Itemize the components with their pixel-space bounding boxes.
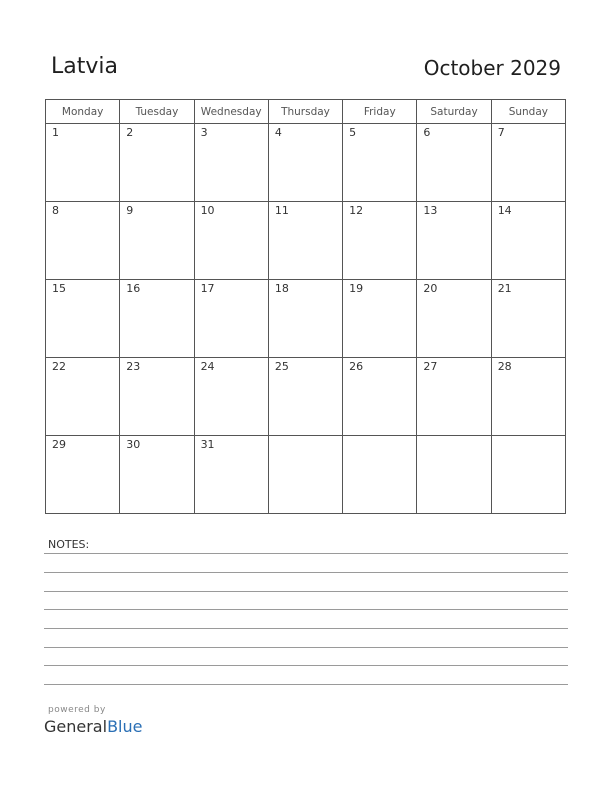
- day-cell: [417, 124, 491, 202]
- day-number: [343, 436, 416, 439]
- day-number: 23: [126, 360, 141, 373]
- day-number: 9: [126, 204, 134, 217]
- weekday-friday: Friday: [343, 100, 417, 124]
- day-cell: [343, 124, 417, 202]
- day-number: 2: [126, 126, 134, 139]
- day-cell: [491, 280, 565, 358]
- notes-line: [44, 665, 568, 666]
- day-cell: [491, 202, 565, 280]
- day-cell: [343, 358, 417, 436]
- day-number: 3: [200, 126, 208, 139]
- day-number: [269, 436, 342, 439]
- weekday-wednesday: Wednesday: [194, 100, 268, 124]
- day-cell: [46, 124, 120, 202]
- day-number: 25: [274, 360, 289, 373]
- week-row: [46, 358, 566, 436]
- day-cell: [46, 358, 120, 436]
- day-number: 4: [274, 126, 282, 139]
- weekday-header-row: [46, 100, 566, 124]
- day-number: 15: [52, 282, 66, 295]
- day-cell: [491, 436, 565, 514]
- month-title: October 2029: [423, 56, 561, 80]
- day-cell: [417, 280, 491, 358]
- day-number: 21: [497, 282, 512, 295]
- day-cell: [343, 280, 417, 358]
- day-cell: [194, 358, 268, 436]
- day-number: 27: [423, 360, 438, 373]
- day-cell: [46, 436, 120, 514]
- day-number: [417, 436, 490, 439]
- country-title: Latvia: [51, 54, 118, 79]
- day-cell: [194, 436, 268, 514]
- brand-blue: Blue: [107, 717, 143, 736]
- day-number: [492, 436, 565, 439]
- day-number: 6: [423, 126, 431, 139]
- day-cell: [46, 202, 120, 280]
- day-cell: [417, 436, 491, 514]
- day-number: 8: [52, 204, 59, 217]
- day-number: 28: [497, 360, 512, 373]
- day-cell: [491, 358, 565, 436]
- notes-line: [44, 553, 568, 554]
- day-cell: [194, 202, 268, 280]
- day-cell: [268, 280, 342, 358]
- day-cell: [491, 124, 565, 202]
- day-cell: [120, 202, 194, 280]
- weekday-thursday: Thursday: [268, 100, 342, 124]
- notes-line: [44, 647, 568, 648]
- day-number: 16: [126, 282, 141, 295]
- notes-line: [44, 684, 568, 685]
- day-number: 13: [423, 204, 438, 217]
- day-number: 18: [274, 282, 289, 295]
- day-number: 14: [497, 204, 512, 217]
- week-row: [46, 124, 566, 202]
- day-number: 30: [126, 438, 141, 451]
- day-number: 19: [349, 282, 364, 295]
- day-cell: [194, 280, 268, 358]
- brand-general: General: [44, 717, 108, 736]
- weekday-sunday: Sunday: [491, 100, 565, 124]
- day-number: 5: [349, 126, 357, 139]
- weekday-monday: Monday: [46, 100, 120, 124]
- day-number: 31: [200, 438, 215, 451]
- weekday-saturday: Saturday: [417, 100, 491, 124]
- weekday-tuesday: Tuesday: [120, 100, 194, 124]
- week-row: [46, 202, 566, 280]
- day-number: 26: [349, 360, 364, 373]
- calendar-grid: [45, 99, 566, 514]
- day-cell: [343, 436, 417, 514]
- day-number: 1: [52, 126, 59, 139]
- day-cell: [268, 202, 342, 280]
- notes-line: [44, 572, 568, 573]
- day-cell: [268, 436, 342, 514]
- week-row: [46, 436, 566, 514]
- day-number: 22: [52, 360, 66, 373]
- day-cell: [194, 124, 268, 202]
- generalblue-logo[interactable]: [44, 717, 142, 736]
- day-cell: [120, 358, 194, 436]
- notes-label: NOTES:: [48, 538, 90, 551]
- notes-line: [44, 591, 568, 592]
- day-number: 11: [274, 204, 289, 217]
- notes-line: [44, 609, 568, 610]
- day-number: 10: [200, 204, 215, 217]
- powered-by-text: powered by: [48, 705, 106, 715]
- day-number: 24: [200, 360, 215, 373]
- day-cell: [46, 280, 120, 358]
- day-cell: [268, 358, 342, 436]
- day-cell: [268, 124, 342, 202]
- day-number: 7: [497, 126, 505, 139]
- day-cell: [120, 280, 194, 358]
- day-cell: [120, 436, 194, 514]
- day-number: 17: [200, 282, 215, 295]
- day-cell: [417, 202, 491, 280]
- day-number: 29: [52, 438, 66, 451]
- week-row: [46, 280, 566, 358]
- day-cell: [417, 358, 491, 436]
- day-number: 12: [349, 204, 364, 217]
- notes-line: [44, 628, 568, 629]
- day-cell: [120, 124, 194, 202]
- day-number: 20: [423, 282, 438, 295]
- day-cell: [343, 202, 417, 280]
